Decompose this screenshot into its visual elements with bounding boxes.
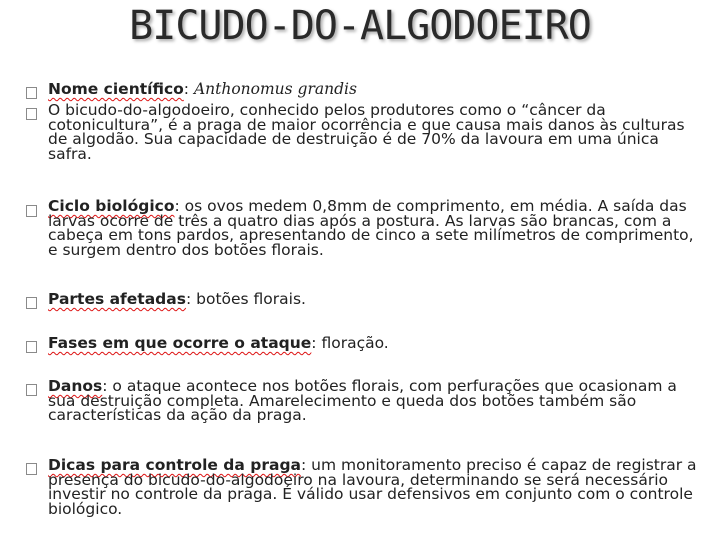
bullet-box-icon <box>26 297 37 309</box>
bullet-box-icon <box>26 463 37 475</box>
item-label: Ciclo biológico <box>48 197 175 215</box>
item-separator: : <box>102 377 113 395</box>
item-separator: : <box>185 290 197 308</box>
scientific-name: Anthonomus grandis <box>193 80 357 98</box>
item-body: os ovos medem 0,8mm de comprimento, em média. A saída das larvas ocorre de três a quatro dias após a postura. As larvas são brancas, com a cabeça em tons pardos, apresentando de cinco a sete milímetros de comprimento, e surgem dentro dos botões florais. <box>48 197 694 259</box>
item-body: botões florais. <box>196 290 306 308</box>
item-label: Partes afetadas <box>48 290 186 308</box>
item-label: Danos <box>48 377 103 395</box>
bullet-box-icon <box>26 87 37 99</box>
slide-title: BICUDO-DO-ALGODOEIRO <box>129 3 591 49</box>
bullet-box-icon <box>26 341 37 353</box>
bullet-box-icon <box>26 205 37 217</box>
item-body: um monitoramento preciso é capaz de registrar a presença do bicudo-do-algodoeiro na lavoura, determinando se será necessário investir no controle da praga. É válido usar defensivos em conjunto com o controle biológico. <box>48 456 697 518</box>
item-text <box>48 199 698 257</box>
item-separator: : <box>174 197 185 215</box>
item-separator: : <box>311 334 322 352</box>
item-separator: : <box>183 80 194 98</box>
item-label: Nome científico <box>48 80 184 98</box>
item-text: O bicudo-do-algodoeiro, conhecido pelos produtores como o “câncer da cotonicultura”, é a praga de maior ocorrência e que causa mais danos às culturas de algodão. Sua capacidade de destruição é de 70% da lavoura em uma única safra. <box>48 101 685 163</box>
bullet-box-icon <box>26 384 37 396</box>
item-label: Dicas para controle da praga <box>48 456 302 474</box>
item-label: Fases em que ocorre o ataque <box>48 334 312 352</box>
item-body: o ataque acontece nos botões florais, com perfurações que ocasionam a sua destruição completa. Amarelecimento e queda dos botões também são características da ação da praga. <box>48 377 677 424</box>
bullet-box-icon <box>26 108 37 120</box>
item-text <box>48 458 698 516</box>
item-body: floração. <box>321 334 389 352</box>
item-text <box>48 336 698 351</box>
item-separator: : <box>301 456 312 474</box>
item-text <box>48 292 698 307</box>
item-text <box>48 82 698 97</box>
item-text <box>48 379 698 423</box>
